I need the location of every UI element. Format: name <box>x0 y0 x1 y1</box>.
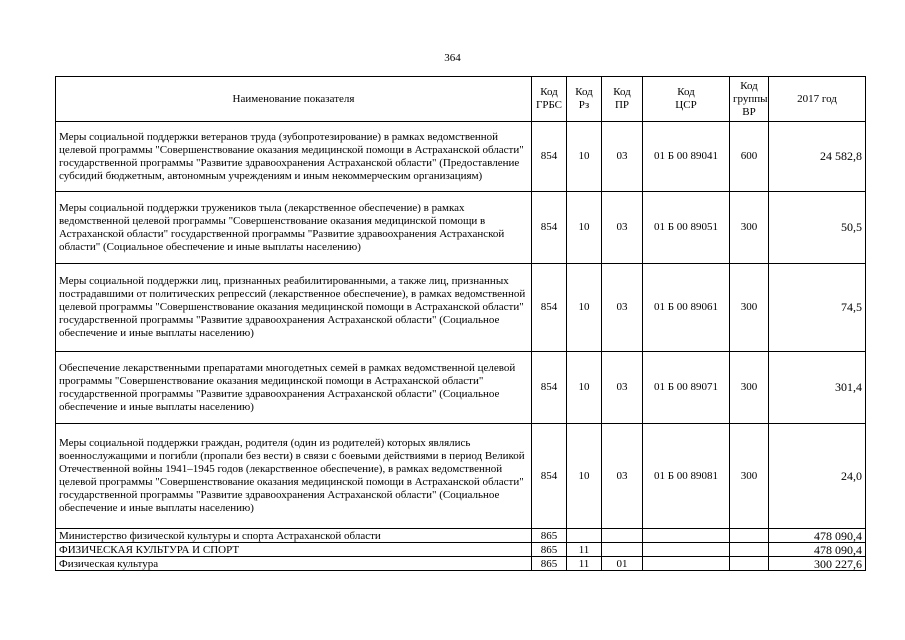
row-rz: 10 <box>567 424 602 529</box>
row-csr: 01 Б 00 89041 <box>643 122 730 192</box>
row-csr: 01 Б 00 89081 <box>643 424 730 529</box>
table-row <box>56 264 866 352</box>
row-rz: 10 <box>567 122 602 192</box>
row-amount: 478 090,4 <box>769 529 866 543</box>
page-number: 364 <box>444 52 461 64</box>
row-amount: 74,5 <box>769 264 866 352</box>
header-pr: Код ПР <box>602 77 643 122</box>
row-amount: 300 227,6 <box>769 557 866 571</box>
row-vr <box>730 543 769 557</box>
row-vr <box>730 557 769 571</box>
row-grbs: 854 <box>532 192 567 264</box>
row-rz: 11 <box>567 543 602 557</box>
row-grbs: 865 <box>532 557 567 571</box>
header-name: Наименование показателя <box>56 77 532 122</box>
row-rz: 10 <box>567 264 602 352</box>
row-csr: 01 Б 00 89061 <box>643 264 730 352</box>
row-amount: 24 582,8 <box>769 122 866 192</box>
row-name: Меры социальной поддержки граждан, родителя (один из родителей) которых являлись военнослужащими и погибли (пропали без вести) в связи с боевыми действиями в период Великой Отечественной войны 1941–1945 годов (лекарственное обеспечение), в рамках ведомственной целевой программы "Совершенствование оказания медицинской помощи в Астраханской области" государственной программы "Развитие здравоохранения Астраханской области" (Социальное обеспечение и иные выплаты населению) <box>56 424 532 529</box>
row-pr <box>602 529 643 543</box>
row-name: Обеспечение лекарственными препаратами многодетных семей в рамках ведомственной целевой программы "Совершенствование оказания медицинской помощи в Астраханской области" государственной программы "Развитие здравоохранения Астраханской области" (Социальное обеспечение и иные выплаты населению) <box>56 352 532 424</box>
row-pr: 01 <box>602 557 643 571</box>
table-row <box>56 352 866 424</box>
row-name: Меры социальной поддержки тружеников тыла (лекарственное обеспечение) в рамках ведомственной целевой программы "Совершенствование оказания медицинской помощи в Астраханской области" государственной программы "Развитие здравоохранения Астраханской области" (Социальное обеспечение и иные выплаты населению) <box>56 192 532 264</box>
row-amount: 478 090,4 <box>769 543 866 557</box>
header-year: 2017 год <box>769 77 866 122</box>
row-rz: 10 <box>567 192 602 264</box>
row-vr: 300 <box>730 264 769 352</box>
table-row <box>56 557 866 571</box>
row-vr: 600 <box>730 122 769 192</box>
row-rz: 10 <box>567 352 602 424</box>
row-amount: 24,0 <box>769 424 866 529</box>
row-grbs: 854 <box>532 264 567 352</box>
row-grbs: 865 <box>532 543 567 557</box>
header-grbs: Код ГРБС <box>532 77 567 122</box>
table-row <box>56 122 866 192</box>
header-rz: Код Рз <box>567 77 602 122</box>
row-vr: 300 <box>730 424 769 529</box>
row-pr: 03 <box>602 352 643 424</box>
table-header-row <box>56 77 866 122</box>
row-name: Физическая культура <box>56 557 532 571</box>
table-row <box>56 543 866 557</box>
row-csr <box>643 529 730 543</box>
row-pr <box>602 543 643 557</box>
budget-table <box>55 76 866 571</box>
row-csr <box>643 557 730 571</box>
row-rz <box>567 529 602 543</box>
row-pr: 03 <box>602 122 643 192</box>
table-row <box>56 529 866 543</box>
table-row <box>56 424 866 529</box>
row-pr: 03 <box>602 264 643 352</box>
row-csr <box>643 543 730 557</box>
row-grbs: 854 <box>532 424 567 529</box>
row-amount: 50,5 <box>769 192 866 264</box>
header-csr: Код ЦСР <box>643 77 730 122</box>
row-name: Министерство физической культуры и спорта Астраханской области <box>56 529 532 543</box>
row-vr: 300 <box>730 352 769 424</box>
row-grbs: 865 <box>532 529 567 543</box>
table-row <box>56 192 866 264</box>
row-rz: 11 <box>567 557 602 571</box>
row-amount: 301,4 <box>769 352 866 424</box>
row-pr: 03 <box>602 192 643 264</box>
row-name: Меры социальной поддержки лиц, признанных реабилитированными, а также лиц, признанных пострадавшими от политических репрессий (лекарственное обеспечение), в рамках ведомственной целевой программы "Совершенствование оказания медицинской помощи в Астраханской области" государственной программы "Развитие здравоохранения Астраханской области" (Социальное обеспечение и иные выплаты населению) <box>56 264 532 352</box>
row-name: Меры социальной поддержки ветеранов труда (зубопротезирование) в рамках ведомственной целевой программы "Совершенствование оказания медицинской помощи в Астраханской области" государственной программы "Развитие здравоохранения Астраханской области" (Предоставление субсидий бюджетным, автономным учреждениям и иным некоммерческим организациям) <box>56 122 532 192</box>
row-pr: 03 <box>602 424 643 529</box>
row-vr: 300 <box>730 192 769 264</box>
row-csr: 01 Б 00 89051 <box>643 192 730 264</box>
row-grbs: 854 <box>532 122 567 192</box>
row-name: ФИЗИЧЕСКАЯ КУЛЬТУРА И СПОРТ <box>56 543 532 557</box>
header-vr: Код группы ВР <box>730 77 769 122</box>
row-csr: 01 Б 00 89071 <box>643 352 730 424</box>
row-grbs: 854 <box>532 352 567 424</box>
row-vr <box>730 529 769 543</box>
